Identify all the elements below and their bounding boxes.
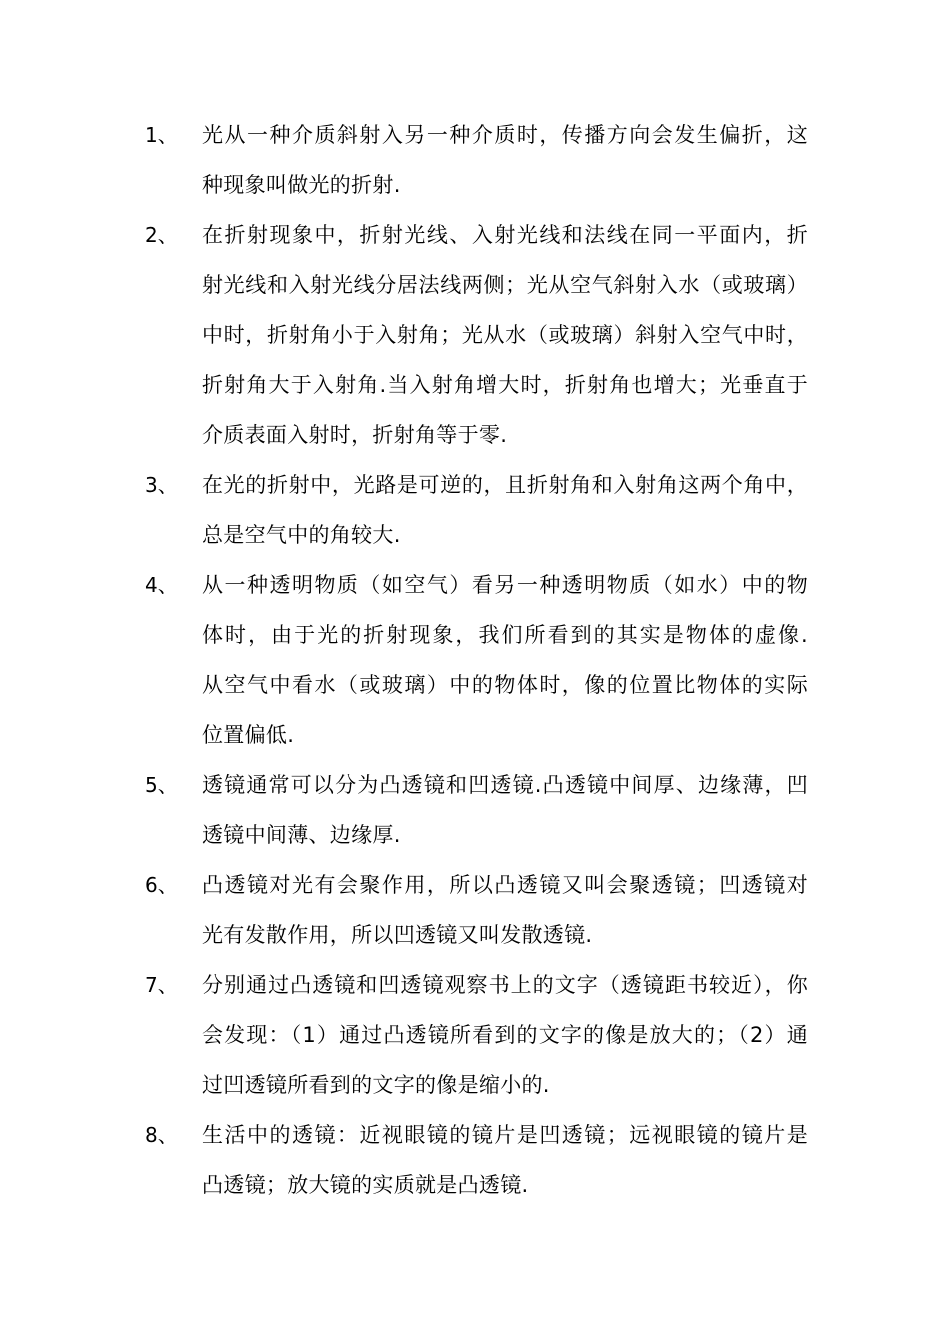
item-number: 1、: [145, 123, 178, 147]
item-text-line: 凸透镜对光有会聚作用，所以凸透镜又叫会聚透镜；凹透镜对: [202, 873, 808, 897]
item-text-line: 体时，由于光的折射现象，我们所看到的其实是物体的虚像.: [202, 623, 808, 647]
list-item-5: [0, 760, 950, 860]
list-item-2: [0, 210, 950, 460]
item-text-line: 折射角大于入射角.当入射角增大时，折射角也增大；光垂直于: [202, 373, 808, 397]
item-text-line: 中时，折射角小于入射角；光从水（或玻璃）斜射入空气中时，: [202, 323, 808, 347]
item-text-line: 种现象叫做光的折射.: [202, 173, 401, 197]
item-number: 2、: [145, 223, 178, 247]
item-number: 8、: [145, 1123, 178, 1147]
item-number: 7、: [145, 973, 178, 997]
item-number: 4、: [145, 573, 178, 597]
list-item-3: [0, 460, 950, 560]
item-text-line: 分别通过凸透镜和凹透镜观察书上的文字（透镜距书较近），你: [202, 973, 808, 997]
list-item-1: [0, 110, 950, 210]
list-item-8: [0, 1110, 950, 1210]
list-item-7: [0, 960, 950, 1110]
item-number: 3、: [145, 473, 178, 497]
item-text-line: 从一种透明物质（如空气）看另一种透明物质（如水）中的物: [202, 573, 808, 597]
item-text-line: 射光线和入射光线分居法线两侧；光从空气斜射入水（或玻璃）: [202, 273, 808, 297]
item-text-line: 透镜中间薄、边缘厚.: [202, 823, 401, 847]
item-text-line: 介质表面入射时，折射角等于零.: [202, 423, 508, 447]
item-text-line: 总是空气中的角较大.: [202, 523, 401, 547]
item-text-line: 生活中的透镜：近视眼镜的镜片是凹透镜；远视眼镜的镜片是: [202, 1123, 808, 1147]
list-item-6: [0, 860, 950, 960]
item-text-line: 在光的折射中，光路是可逆的，且折射角和入射角这两个角中，: [202, 473, 808, 497]
item-text-line: 过凹透镜所看到的文字的像是缩小的.: [202, 1073, 550, 1097]
item-text-line: 透镜通常可以分为凸透镜和凹透镜.凸透镜中间厚、边缘薄，凹: [202, 773, 808, 797]
item-text-line: 会发现：（1）通过凸透镜所看到的文字的像是放大的；（2）通: [202, 1023, 808, 1047]
item-number: 6、: [145, 873, 178, 897]
document-page: [0, 110, 950, 1210]
item-text-line: 凸透镜；放大镜的实质就是凸透镜.: [202, 1173, 529, 1197]
item-text-line: 从空气中看水（或玻璃）中的物体时，像的位置比物体的实际: [202, 673, 808, 697]
item-text-line: 在折射现象中，折射光线、入射光线和法线在同一平面内，折: [202, 223, 808, 247]
item-text-line: 光从一种介质斜射入另一种介质时，传播方向会发生偏折，这: [202, 123, 808, 147]
item-number: 5、: [145, 773, 178, 797]
item-text-line: 位置偏低.: [202, 723, 295, 747]
list-item-4: [0, 560, 950, 760]
item-text-line: 光有发散作用，所以凹透镜又叫发散透镜.: [202, 923, 593, 947]
